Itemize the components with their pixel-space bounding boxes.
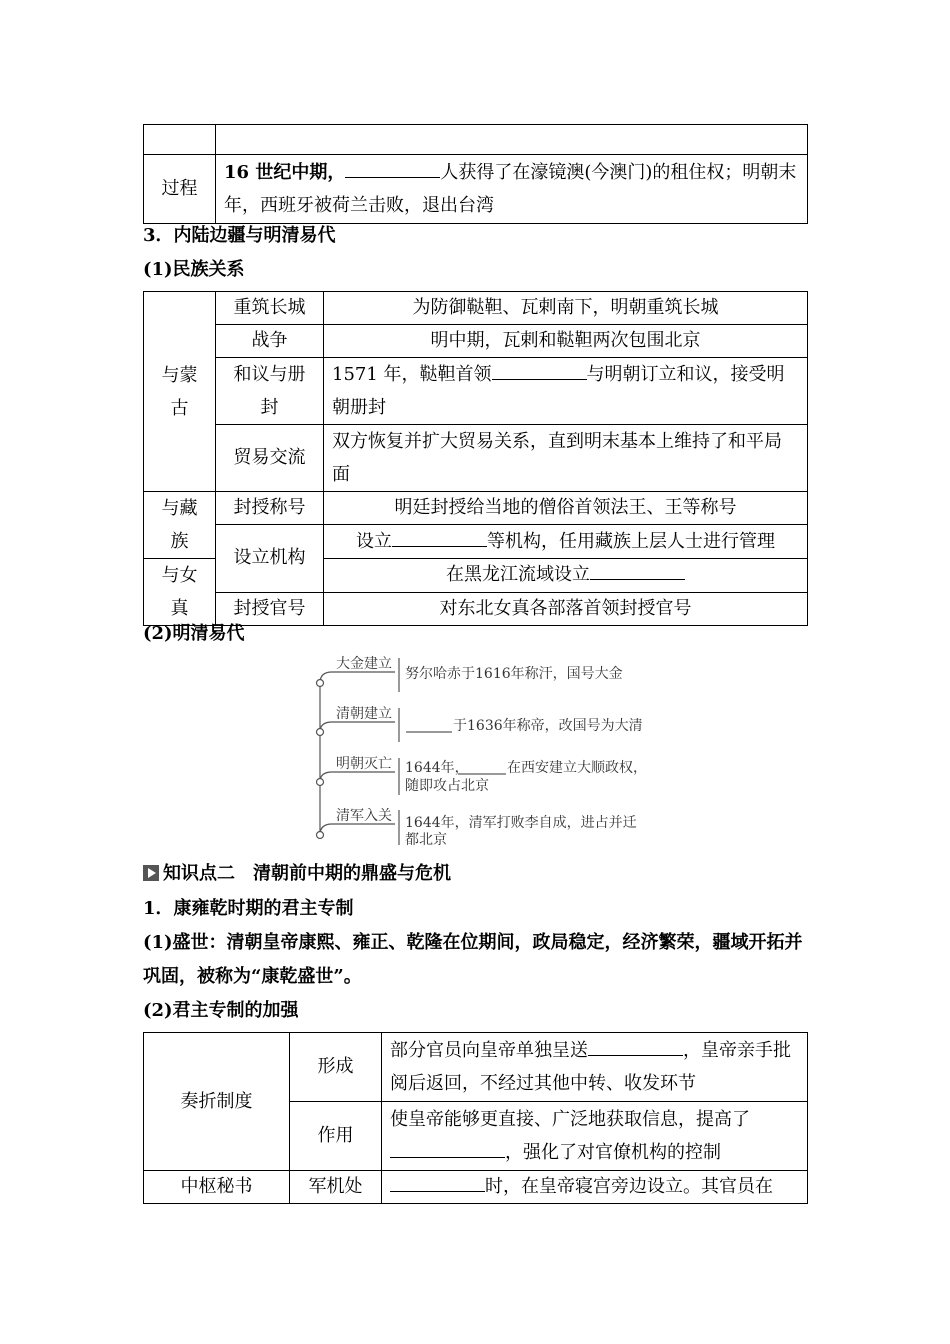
item-desc: 1571 年，鞑靼首领 与明朝订立和议，接受明朝册封 bbox=[324, 358, 808, 425]
item-label: 贸易交流 bbox=[216, 425, 324, 492]
answer-blank[interactable] bbox=[390, 1137, 505, 1158]
row-label-zouzhe: 奏折制度 bbox=[144, 1033, 290, 1171]
timeline-text: 都北京 bbox=[405, 832, 447, 848]
timeline-node bbox=[317, 729, 324, 736]
timeline-label: 明朝灭亡 bbox=[336, 756, 392, 772]
timeline-branch bbox=[320, 672, 395, 683]
group-jurchen: 与女真 bbox=[144, 559, 216, 626]
timeline-label: 清军入关 bbox=[336, 808, 392, 824]
group-tibet: 与藏族 bbox=[144, 492, 216, 559]
item-label: 设立机构 bbox=[216, 525, 324, 593]
item-label: 重筑长城 bbox=[216, 292, 324, 325]
timeline-branch bbox=[320, 722, 395, 732]
answer-blank[interactable] bbox=[390, 1171, 485, 1192]
item-label: 作用 bbox=[290, 1102, 382, 1171]
timeline-node bbox=[317, 779, 324, 786]
guocheng-text: 16 世纪中期， 人获得了在濠镜澳(今澳门)的租住权；明朝末年，西班牙被荷兰击败，退出台湾 bbox=[216, 155, 808, 224]
subsection-title: (2)明清易代 bbox=[143, 623, 245, 644]
item-desc: 明廷封授给当地的僧俗首领法王、王等称号 bbox=[324, 492, 808, 525]
row-label-guocheng: 过程 bbox=[144, 155, 216, 224]
subsection-title: (1)民族关系 bbox=[143, 259, 245, 280]
timeline-branch bbox=[320, 772, 395, 782]
paragraph: (1)盛世：清朝皇帝康熙、雍正、乾隆在位期间，政局稳定，经济繁荣，疆域开拓并巩固，被称为“康乾盛世”。 bbox=[143, 932, 803, 987]
timeline-text: 于1636年称帝，改国号为大清 bbox=[453, 718, 643, 734]
section-title: 1．康雍乾时期的君主专制 bbox=[143, 898, 354, 919]
timeline-branch bbox=[320, 824, 395, 835]
table-ethnic-relations bbox=[143, 291, 808, 626]
play-icon bbox=[143, 865, 159, 881]
item-desc: 为防御鞑靼、瓦剌南下，明朝重筑长城 bbox=[324, 292, 808, 325]
timeline-diagram bbox=[310, 650, 650, 850]
timeline-node bbox=[317, 680, 324, 687]
item-label: 形成 bbox=[290, 1033, 382, 1102]
item-label: 封授称号 bbox=[216, 492, 324, 525]
subsection-title: (2)君主专制的加强 bbox=[143, 1000, 299, 1021]
item-label: 军机处 bbox=[290, 1171, 382, 1204]
answer-blank[interactable] bbox=[492, 359, 587, 380]
item-desc: 明中期，瓦剌和鞑靼两次包围北京 bbox=[324, 325, 808, 358]
knowledge-point-title: 知识点二 清朝前中期的鼎盛与危机 bbox=[143, 862, 451, 886]
answer-blank[interactable] bbox=[588, 1035, 683, 1056]
answer-blank[interactable] bbox=[392, 526, 487, 547]
item-desc: 对东北女真各部落首领封授官号 bbox=[324, 592, 808, 626]
item-label: 战争 bbox=[216, 325, 324, 358]
item-desc: 在黑龙江流域设立 bbox=[324, 559, 808, 593]
section-title: 3．内陆边疆与明清易代 bbox=[143, 225, 336, 246]
item-desc: 时，在皇帝寝宫旁边设立。其官员在 bbox=[382, 1171, 808, 1204]
table-autocracy bbox=[143, 1032, 808, 1204]
item-desc: 双方恢复并扩大贸易关系，直到明末基本上维持了和平局面 bbox=[324, 425, 808, 492]
timeline-text: 在西安建立大顺政权， bbox=[507, 760, 647, 776]
table-macau bbox=[143, 124, 808, 224]
item-desc: 使皇帝能够更直接、广泛地获取信息，提高了，强化了对官僚机构的控制 bbox=[382, 1102, 808, 1171]
timeline-text: 1644年，清军打败李自成，进占并迁 bbox=[405, 815, 637, 831]
timeline-text: 随即攻占北京 bbox=[405, 778, 489, 794]
group-mongol: 与蒙古 bbox=[144, 292, 216, 492]
timeline-label: 大金建立 bbox=[336, 656, 392, 672]
answer-blank[interactable] bbox=[590, 559, 685, 580]
item-desc: 部分官员向皇帝单独呈送 ，皇帝亲手批阅后返回，不经过其他中转、收发环节 bbox=[382, 1033, 808, 1102]
table-cell-empty bbox=[144, 125, 216, 155]
answer-blank[interactable] bbox=[345, 157, 440, 178]
timeline-text: 努尔哈赤于1616年称汗，国号大金 bbox=[405, 666, 623, 682]
timeline-node bbox=[317, 832, 324, 839]
timeline-label: 清朝建立 bbox=[336, 706, 392, 722]
table-cell-empty bbox=[216, 125, 808, 155]
row-label-zhongshu: 中枢秘书 bbox=[144, 1171, 290, 1204]
item-label: 和议与册封 bbox=[216, 358, 324, 425]
item-label: 封授官号 bbox=[216, 592, 324, 626]
item-desc: 设立 等机构，任用藏族上层人士进行管理 bbox=[324, 525, 808, 559]
timeline-text: 1644年， bbox=[405, 760, 469, 776]
